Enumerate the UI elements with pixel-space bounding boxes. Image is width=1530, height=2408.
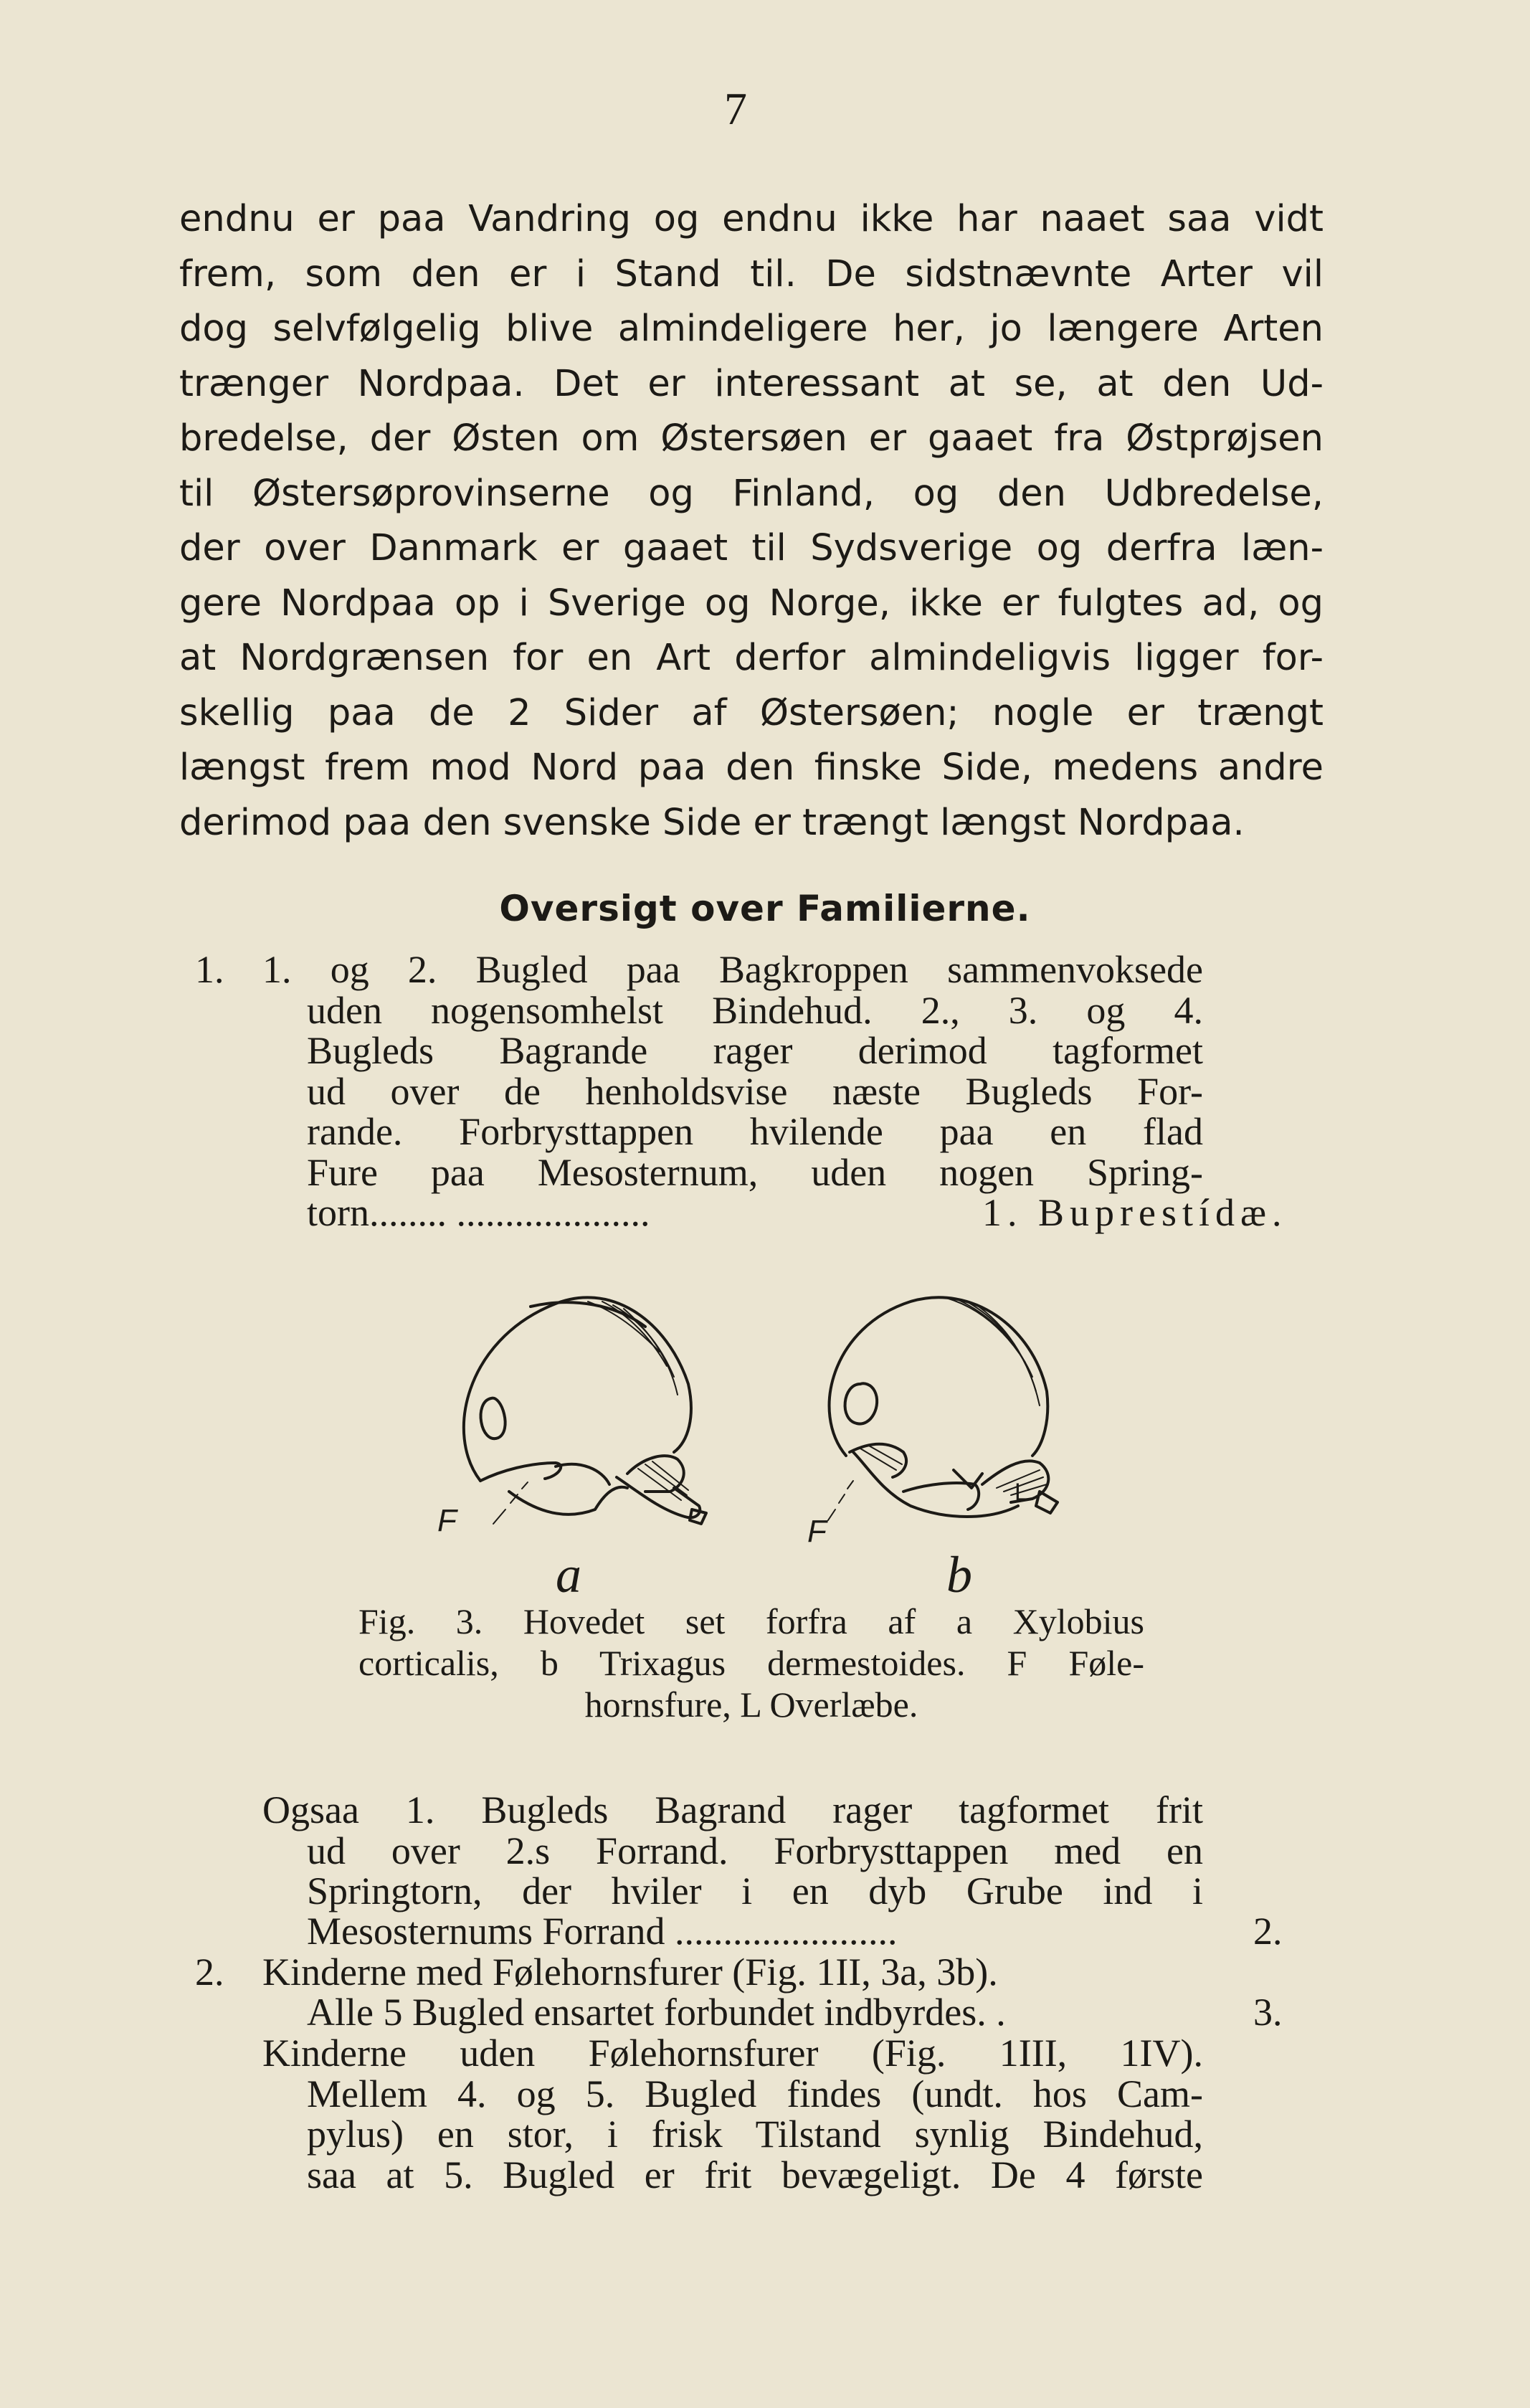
- label-b: b: [946, 1546, 972, 1603]
- couplet-1b-text: [262, 1790, 1203, 1912]
- couplet-number: 1.: [195, 948, 224, 991]
- text-line: bredelse, der Østen om Østersøen er gaaet fra Østprøjsen: [179, 417, 1324, 460]
- text-line: derimod paa den svenske Side er trængt længst Nordpaa.: [179, 801, 1245, 844]
- couplet-2-text: [262, 1952, 1203, 1993]
- couplet-result: 3.: [1253, 1991, 1283, 2034]
- text-line: Mellem 4. og 5. Bugled findes (undt. hos Cam-: [307, 2072, 1203, 2115]
- text-line: at Nordgrænsen for en Art derfor almindeligvis ligger for-: [179, 637, 1324, 679]
- text-line: Fure paa Mesosternum, uden nogen Spring-: [307, 1150, 1203, 1194]
- text-line: ud over de henholdsvise næste Bugleds For-: [307, 1069, 1203, 1113]
- text-line: Ogsaa 1. Bugleds Bagrand rager tagformet frit: [262, 1788, 1203, 1831]
- text-line: skellig paa de 2 Sider af Østersøen; nogle er trængt: [179, 691, 1324, 734]
- caption-line: hornsfure, L Overlæbe.: [584, 1684, 918, 1725]
- dot-leader: .......................: [674, 1910, 898, 1953]
- text-line: gere Nordpaa op i Sverige og Norge, ikke er fulgtes ad, og: [179, 582, 1324, 625]
- caption-line: Fig. 3. Hovedet set forfra af a Xylobius: [358, 1601, 1144, 1641]
- text-line: Springtorn, der hviler i en dyb Grube ind i: [307, 1869, 1203, 1912]
- text-line: dog selvfølgelig blive almindeligere her, jo længere Arten: [179, 308, 1324, 350]
- text-line: endnu er paa Vandring og endnu ikke har naaet saa vidt: [179, 198, 1324, 240]
- text-line: til Østersøprovinserne og Finland, og den Udbredelse,: [179, 472, 1324, 515]
- label-L: L: [1015, 1479, 1028, 1506]
- figure-3-head-drawings: [430, 1276, 1104, 1606]
- couplet-number: 2.: [195, 1950, 224, 1994]
- couplet-1b-leader-line: [307, 1911, 897, 1952]
- head-a-drawing: [464, 1297, 706, 1524]
- page-number: 7: [724, 83, 747, 134]
- couplet-result: 2.: [1253, 1910, 1283, 1953]
- text-line: 1. og 2. Bugled paa Bagkroppen sammenvoksede: [262, 948, 1203, 991]
- text-line: der over Danmark er gaaet til Sydsverige og derfra læn-: [179, 527, 1324, 569]
- text-line: pylus) en stor, i frisk Tilstand synlig Bindehud,: [307, 2113, 1203, 2156]
- text-line: torn: [307, 1191, 369, 1234]
- label-F-b: F: [807, 1514, 827, 1549]
- couplet-2-leader-line: [307, 1992, 1006, 2033]
- label-a: a: [556, 1546, 581, 1603]
- text-line: frem, som den er i Stand til. De sidstnævnte Arter vil: [179, 252, 1324, 295]
- text-line: længst frem mod Nord paa den finske Side, medens andre: [179, 746, 1324, 789]
- text-line: trænger Nordpaa. Det er interessant at se, at den Ud-: [179, 362, 1324, 405]
- text-line: Alle 5 Bugled ensartet forbundet indbyrdes: [307, 1991, 977, 2034]
- figure-caption: [358, 1601, 1144, 1725]
- text-line: Bugleds Bagrande rager derimod tagformet: [307, 1029, 1203, 1072]
- text-line: Kinderne med Følehornsfurer (Fig. 1II, 3a, 3b).: [262, 1950, 998, 1994]
- text-line: uden nogensomhelst Bindehud. 2., 3. og 4.: [307, 988, 1203, 1032]
- couplet-1-text: [262, 949, 1203, 1193]
- dot-leader: ........ ....................: [369, 1191, 650, 1234]
- intro-paragraph: [179, 192, 1324, 850]
- couplet-1-leader-line: [307, 1193, 650, 1233]
- section-heading: Oversigt over Familierne.: [499, 888, 1031, 929]
- dot-leader: . .: [977, 1991, 1006, 2034]
- couplet-2b-text: [262, 2033, 1203, 2195]
- family-result: 1. Buprestídæ.: [982, 1191, 1288, 1234]
- text-line: saa at 5. Bugled er frit bevægeligt. De 4 første: [307, 2153, 1203, 2196]
- text-line: Kinderne uden Følehornsfurer (Fig. 1III, 1IV).: [262, 2032, 1203, 2075]
- caption-line: corticalis, b Trixagus dermestoides. F Føle-: [358, 1643, 1144, 1683]
- text-line: rande. Forbrysttappen hvilende paa en flad: [307, 1110, 1203, 1153]
- text-line: Mesosternums Forrand: [307, 1910, 665, 1953]
- label-F-a: F: [437, 1503, 457, 1538]
- text-line: ud over 2.s Forrand. Forbrysttappen med en: [307, 1829, 1203, 1872]
